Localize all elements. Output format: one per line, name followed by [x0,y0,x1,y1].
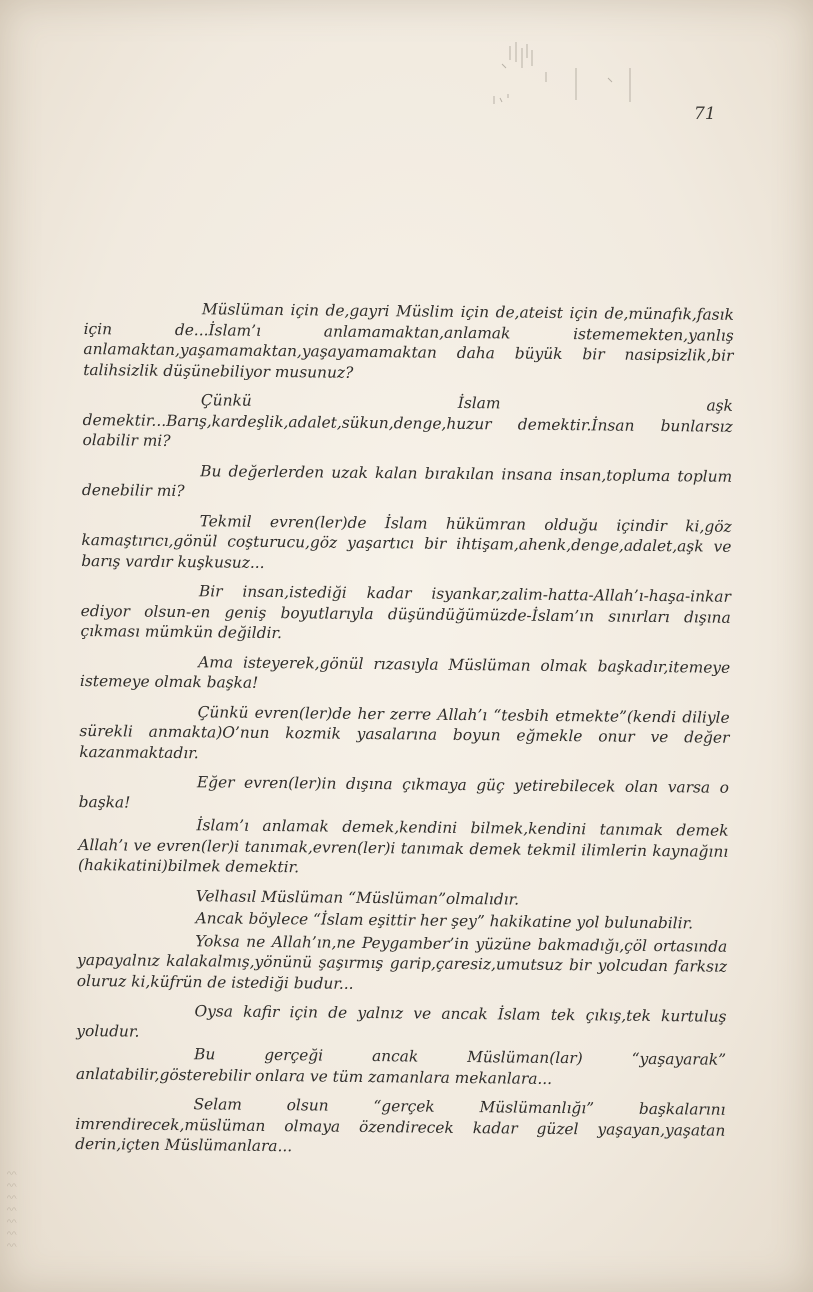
paragraph: Oysa kafir için de yalnız ve ancak İslam tek çıkış,tek kurtuluş yoludur. [76,1002,727,1041]
paragraph: Müslüman için de,gayri Müslim için de,ateist için de,münafık,fasık için de...İslam’ı anlamamaktan,anlamak istememekten,yanlış anlamaktan,yaşamamaktan,yaşayamamaktan daha büyük bir nasipsizlik,bir talihsizlik düşünebiliyor musunuz? [83,300,734,382]
paragraph: Tekmil evren(ler)de İslam hükümran olduğu içindir ki,göz kamaştırıcı,gönül coşturucu,göz yaşartıcı bir ihtişam,ahenk,denge,adalet,aşk ve barış vardır kuşkusuz... [81,511,732,572]
paragraph: Yoksa ne Allah’ın,ne Peygamber’in yüzüne bakmadığı,çöl ortasında yapayalnız kalakalmış,yönünü şaşırmış garip,çaresiz,umutsuz bir yolcudan farksız oluruz ki,küfrün de istediği budur... [76,931,728,993]
paragraph: İslam’ı anlamak demek,kendini bilmek,kendini tanımak demek Allah’ı ve evren(ler)i tanımak,evren(ler)i tanımak demek tekmil ilimlerin kaynağını (hakikatini)bilmek demektir. [77,816,729,877]
paragraph: Bir insan,istediği kadar isyankar,zalim-hatta-Allah’ı-haşa-inkar ediyor olsun-en geniş boyutlarıyla düşündüğümüzde-İslam’ın sınırları dışına çıkması mümkün değildir. [80,582,732,643]
body-text [75,298,734,1170]
paragraph: Bu değerlerden uzak kalan bırakılan insana insan,topluma toplum denebilir mi? [81,461,733,501]
paragraph: Ancak böylece “İslam eşittir her şey” hakikatine yol bulunabilir. [195,909,694,933]
paragraph: Eğer evren(ler)in dışına çıkmaya güç yetirebilecek olan varsa o başka! [78,773,730,812]
paragraph: Bu gerçeği ancak Müslüman(lar) “yaşayarak” anlatabilir,gösterebilir onlara ve tüm zamanlara mekanlara... [75,1045,727,1088]
page-number: 71 [694,104,716,124]
paragraph: Ama isteyerek,gönül rızasıyla Müslüman olmak başkadır,itemeye istemeye olmak başka! [79,652,731,692]
paragraph: Selam olsun “gerçek Müslümanlığı” başkalarını imrendirecek,müslüman olmaya özendirecek kadar güzel yaşayan,yaşatan derin,içten Müslümanlara... [75,1095,726,1156]
margin-scribble: 〰〰〰〰〰〰〰 [8,1166,19,1250]
paragraph: Velhasıl Müslüman “Müslüman”olmalıdır. [195,886,520,909]
ink-smudge [480,38,660,118]
paragraph: Çünkü İslam aşk demektir...Barış,kardeşlik,adalet,sükun,denge,huzur demektir.İnsan bunlarsız olabilir mi? [82,391,734,450]
paragraph: Çünkü evren(ler)de her zerre Allah’ı “tesbih etmekte”(kendi diliyle sürekli anmakta)O’nun kozmik yasalarına boyun eğmekle onur ve değer kazanmaktadır. [79,702,730,762]
